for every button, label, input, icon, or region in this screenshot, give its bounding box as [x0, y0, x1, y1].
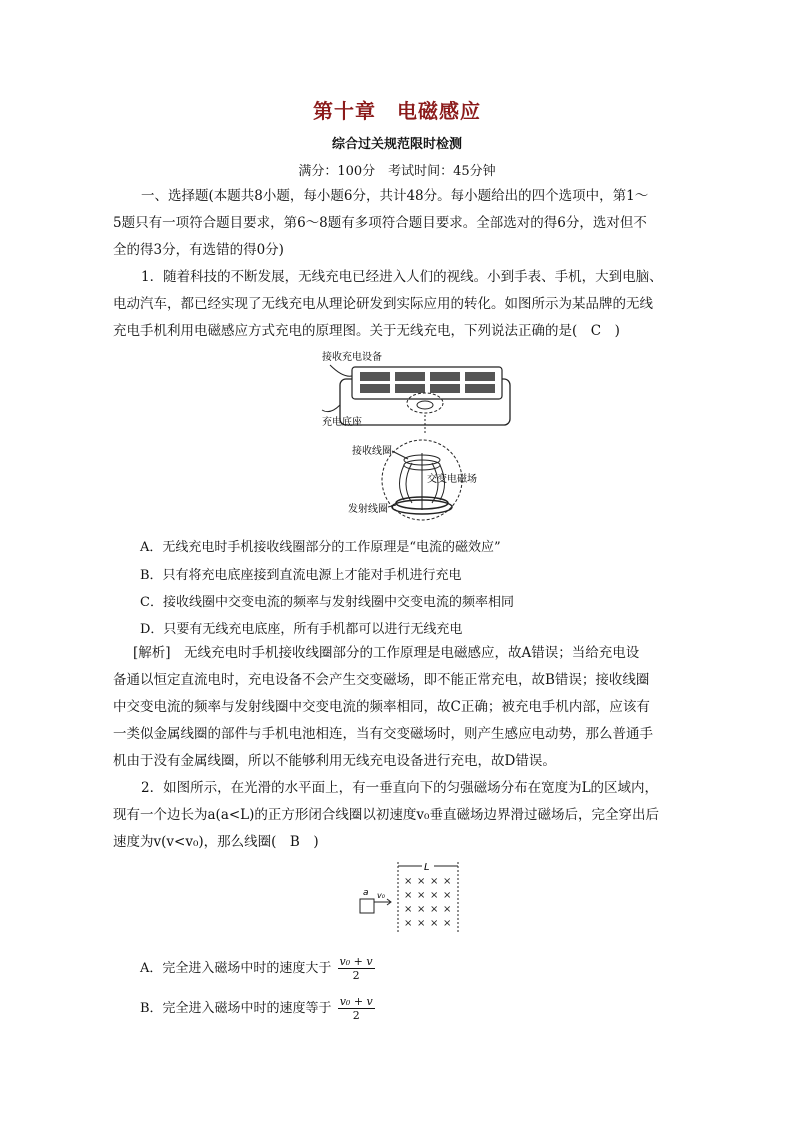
- side-label: a: [363, 888, 369, 898]
- svg-text:×: ×: [417, 876, 426, 887]
- fraction-denominator: 2: [352, 1009, 360, 1022]
- test-subtitle: 综合过关规范限时检测: [331, 137, 462, 152]
- svg-text:×: ×: [404, 918, 413, 929]
- emit-coil-label: 发射线圈: [348, 504, 388, 515]
- fraction: [338, 995, 375, 1022]
- q1-option-a: A．无线充电时手机接收线圈部分的工作原理是“电流的磁效应”: [140, 540, 501, 555]
- question-line: 现有一个边长为a(a<L)的正方形闭合线圈以初速度v₀垂直磁场边界滑过磁场后，完全穿出后: [113, 807, 659, 823]
- base-label: 充电底座: [322, 417, 362, 428]
- question-line: 速度为v(v<v₀)，那么线圈( B ): [113, 834, 319, 850]
- fraction-numerator: v₀ + v: [339, 955, 373, 968]
- analysis-line: [解析] 无线充电时手机接收线圈部分的工作原理是电磁感应，故A错误；当给充电设: [133, 645, 640, 661]
- question-line: 2．如图所示，在光滑的水平面上，有一垂直向下的匀强磁场分布在宽度为L的区域内，: [141, 780, 659, 796]
- question-1-stem: [113, 264, 683, 345]
- option-text: A．完全进入磁场中时的速度大于: [140, 961, 332, 976]
- instruction-line: 一、选择题(本题共8小题，每小题6分，共计48分。每小题给出的四个选项中，第1～: [141, 188, 649, 204]
- receiver-device-label: 接收充电设备: [322, 352, 382, 363]
- velocity-label: v₀: [377, 891, 385, 900]
- svg-text:×: ×: [430, 904, 439, 915]
- svg-text:×: ×: [443, 876, 452, 887]
- svg-text:×: ×: [430, 890, 439, 901]
- option-text: B．完全进入磁场中时的速度等于: [140, 1001, 332, 1016]
- svg-text:×: ×: [404, 876, 413, 887]
- fraction: [338, 955, 375, 982]
- analysis-line: 机由于没有金属线圈，所以不能够利用无线充电设备进行充电，故D错误。: [113, 753, 556, 769]
- q2-option-b: [140, 995, 375, 1022]
- question-2-stem: [113, 775, 683, 856]
- analysis-line: 中交变电流的频率与发射线圈中交变电流的频率相同，故C正确；被充电手机内部，应该有: [113, 699, 650, 715]
- analysis-line: 一类似金属线圈的部件与手机电池相连，当有交变磁场时，则产生感应电动势，那么普通手: [113, 726, 653, 742]
- svg-text:×: ×: [417, 890, 426, 901]
- svg-text:×: ×: [430, 876, 439, 887]
- chapter-title: 第十章 电磁感应: [313, 99, 481, 123]
- field-cross-grid: [404, 876, 451, 929]
- q1-option-c: C．接收线圈中交变电流的频率与发射线圈中交变电流的频率相同: [140, 595, 514, 610]
- svg-text:×: ×: [417, 918, 426, 929]
- fraction-denominator: 2: [352, 969, 360, 982]
- question-line: 充电手机利用电磁感应方式充电的原理图。关于无线充电，下列说法正确的是( C ): [113, 323, 620, 339]
- svg-text:×: ×: [404, 890, 413, 901]
- question-line: 电动汽车，都已经实现了无线充电从理论研发到实际应用的转化。如图所示为某品牌的无线: [113, 296, 653, 312]
- width-label: L: [424, 862, 430, 873]
- svg-text:×: ×: [443, 890, 452, 901]
- magnetic-field-figure: [350, 858, 470, 938]
- svg-text:×: ×: [443, 904, 452, 915]
- q1-analysis: [113, 640, 683, 775]
- q1-option-d: D．只要有无线充电底座，所有手机都可以进行无线充电: [140, 622, 463, 637]
- exam-info: 满分：100分 考试时间：45分钟: [298, 164, 496, 179]
- svg-text:×: ×: [443, 918, 452, 929]
- wireless-charging-figure: [300, 345, 530, 525]
- instruction-line: 全的得3分，有选错的得0分): [113, 242, 284, 258]
- analysis-line: 备通以恒定直流电时，充电设备不会产生交变磁场，即不能正常充电，故B错误；接收线圈: [113, 672, 650, 688]
- svg-text:×: ×: [404, 904, 413, 915]
- svg-text:×: ×: [430, 918, 439, 929]
- question-line: 1．随着科技的不断发展，无线充电已经进入人们的视线。小到手表、手机，大到电脑、: [141, 269, 663, 285]
- square-coil: [360, 899, 374, 913]
- receive-coil-label: 接收线圈: [352, 446, 392, 457]
- section-instructions: [113, 183, 683, 264]
- svg-text:×: ×: [417, 904, 426, 915]
- alt-field-label: 交变电磁场: [427, 474, 477, 485]
- q1-option-b: B．只有将充电底座接到直流电源上才能对手机进行充电: [140, 568, 462, 583]
- fraction-numerator: v₀ + v: [339, 995, 373, 1008]
- instruction-line: 5题只有一项符合题目要求，第6～8题有多项符合题目要求。全部选对的得6分，选对但不: [113, 215, 647, 231]
- q2-option-a: [140, 955, 375, 982]
